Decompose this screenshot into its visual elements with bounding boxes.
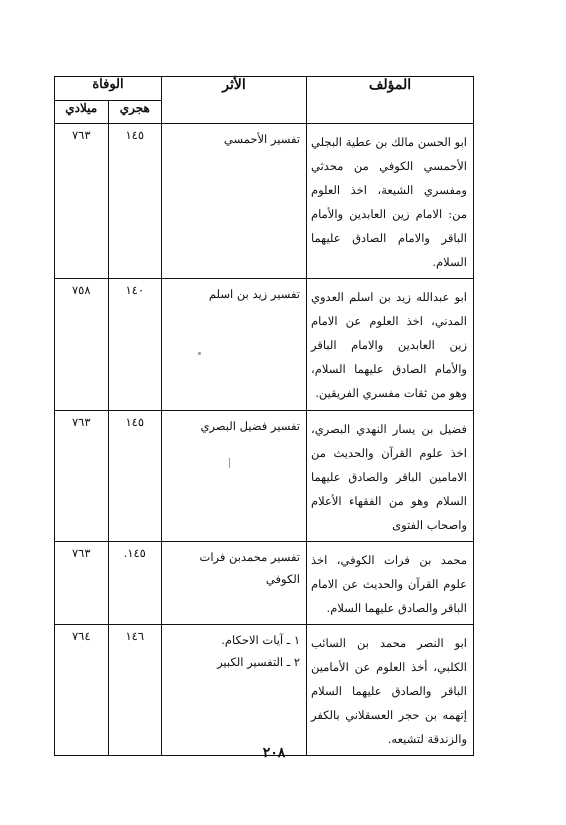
header-miladi: ميلادي [55,100,109,124]
hijri-cell: ١٤٥. [108,542,162,625]
hijri-cell: ١٤٦ [108,625,162,756]
work-line: تفسير الأحمسي [223,132,300,146]
table-row [55,625,474,756]
exegetes-table [54,76,474,756]
author-cell: ابو الحسن مالك بن عطية البجلي الأحمسي الكوفي من محدثي ومفسري الشيعة، اخذ العلوم من: الامام زين العابدين والأمام الباقر والامام الصادق عليهما السلام. [307,124,474,279]
miladi-cell: ٧٦٣ [55,124,109,279]
work-line: ٢ ـ التفسير الكبير [217,655,300,669]
work-cell [162,124,307,279]
work-line: تفسير زيد بن اسلم [208,287,300,301]
header-hijri: هجري [108,100,162,124]
miladi-cell: ٧٥٨ [55,279,109,411]
work-line: ١ ـ آيات الاحكام. [221,633,300,647]
author-cell: ابو النصر محمد بن السائب الكلبي، أخذ العلوم عن الأمامين الباقر والصادق عليهما السلام إتهمه بن حجر العسقلاني بالكفر والزندقة لتشيعه. [307,625,474,756]
table-row [55,279,474,411]
header-author: المؤلف [307,77,474,124]
miladi-cell: ٧٦٣ [55,411,109,542]
hijri-cell: ١٤٥ [108,124,162,279]
author-cell: محمد بن فرات الكوفي، اخذ علوم القرآن والحديث عن الامام الباقر والصادق عليهما السلام. [307,542,474,625]
author-cell: فضيل بن يسار النهدي البصري، اخذ علوم القرآن والحديث من الامامين الباقر والصادق عليهما السلام وهو من الفقهاء الأعلام واصحاب الفتوى [307,411,474,542]
page-number: ٢٠٨ [262,745,286,761]
miladi-cell: ٧٦٣ [55,542,109,625]
table-row [55,542,474,625]
hijri-cell: ١٤٠ [108,279,162,411]
scan-speck [229,458,230,468]
work-line: تفسير محمدبن فرات [199,550,300,564]
work-cell [162,542,307,625]
table-row [55,124,474,279]
work-line: تفسير فضيل البصري [200,419,300,433]
header-work: الأثر [162,77,307,124]
miladi-cell: ٧٦٤ [55,625,109,756]
header-death: الوفاة [55,77,162,101]
author-cell: ابو عبدالله زيد بن اسلم العدوي المدني، اخذ العلوم عن الامام زين العابدين والامام الباقر والأمام الصادق عليهما السلام، وهو من ثقات مفسري الفريقين. [307,279,474,411]
table-row [55,411,474,542]
work-cell [162,411,307,542]
work-line: الكوفي [265,572,300,586]
work-cell [162,625,307,756]
work-cell [162,279,307,411]
scan-speck [198,352,201,355]
table-header-row [55,77,474,101]
hijri-cell: ١٤٥ [108,411,162,542]
